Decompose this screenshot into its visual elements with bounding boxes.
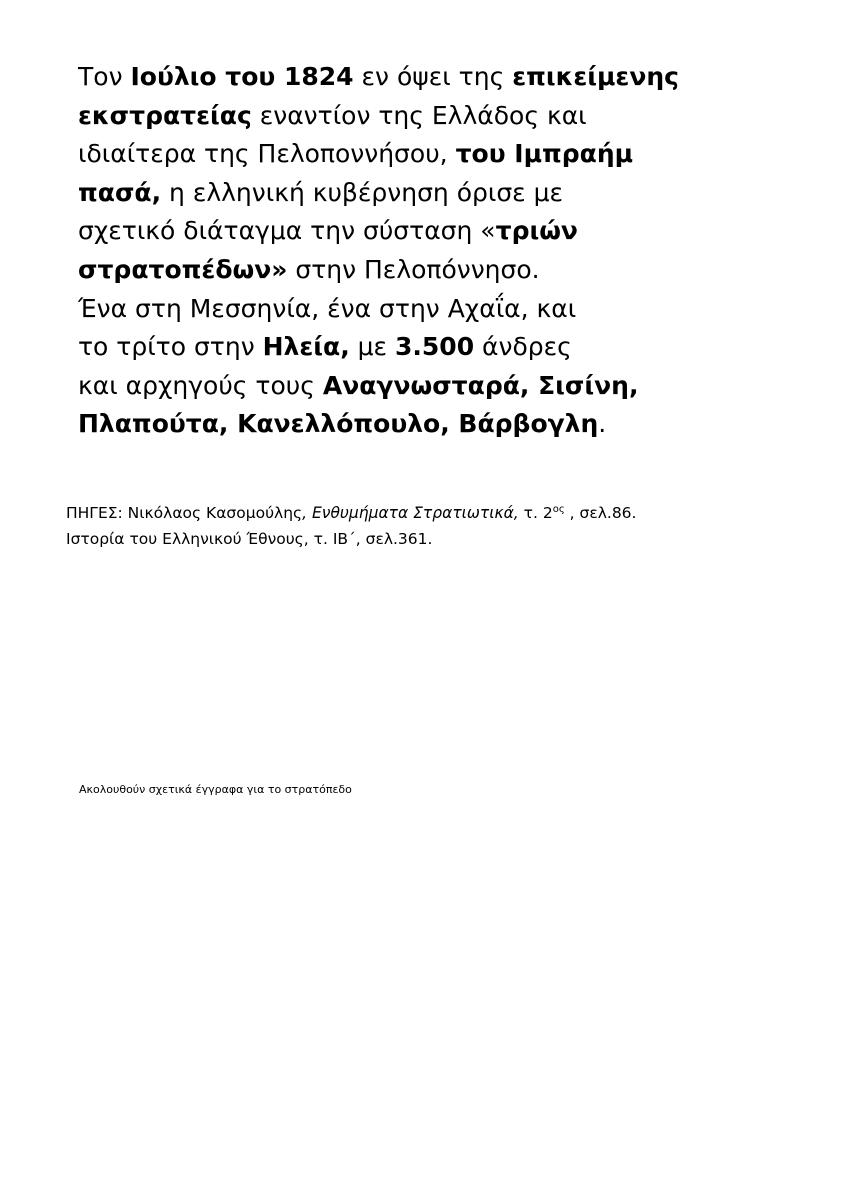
bold-text: Πλαπούτα, Κανελλόπουλο, Βάρβογλη: [78, 409, 599, 439]
text-run: σχετικό διάταγμα την σύσταση «: [78, 216, 496, 246]
text-line: [78, 174, 778, 213]
bold-text: στρατοπέδων»: [78, 254, 288, 284]
source-line-1: [66, 500, 636, 526]
text-run: εναντίον της Ελλάδος και: [251, 100, 587, 130]
source-author: ΠΗΓΕΣ: Νικόλαος Κασομούλης: [66, 504, 303, 522]
bold-text: Αναγνωσταρά, Σισίνη,: [322, 370, 639, 400]
text-line: [78, 328, 778, 367]
text-run: εν όψει της: [353, 62, 513, 91]
footer-note: Ακολουθούν σχετικά έγγραφα για το στρατόπεδο: [79, 783, 352, 796]
text-run: Τον: [78, 62, 131, 91]
source-comma: ,: [302, 504, 312, 522]
bold-text: 3.500: [395, 332, 475, 362]
text-line: [78, 251, 778, 290]
bold-text: πασά,: [78, 177, 162, 207]
text-line: [78, 58, 778, 97]
source-volume-superscript: ος: [552, 504, 565, 515]
main-paragraph: [78, 58, 778, 444]
text-run: .: [598, 409, 607, 439]
text-line: [78, 405, 778, 444]
text-line: [78, 135, 778, 174]
bold-text: τριών: [495, 216, 578, 246]
text-line: [78, 367, 778, 406]
text-run: άνδρες: [474, 332, 572, 362]
text-run: ιδιαίτερα της Πελοποννήσου,: [78, 139, 456, 169]
text-line: [78, 290, 778, 329]
bold-text: Ιούλιο του 1824: [130, 62, 354, 91]
source-line-2: Ιστορία του Ελληνικού Έθνους, τ. ΙΒ΄, σελ.361.: [66, 530, 433, 548]
sources-block: [66, 500, 636, 552]
source-book-title: Ενθυμήματα Στρατιωτικά,: [312, 504, 519, 522]
bold-text: Ηλεία,: [262, 332, 350, 362]
text-run: Ένα στη Μεσσηνία, ένα στην Αχαΐα, και: [78, 293, 577, 323]
text-run: στην Πελοπόννησο.: [287, 254, 540, 284]
bold-text: εκστρατείας: [78, 100, 252, 130]
source-page: , σελ.86.: [564, 504, 637, 522]
source-volume: τ. 2: [518, 504, 553, 522]
text-run: η ελληνική κυβέρνηση όρισε με: [161, 177, 564, 207]
text-run: το τρίτο στην: [78, 332, 263, 362]
bold-text: επικείμενης: [512, 62, 679, 91]
text-run: και αρχηγούς τους: [78, 370, 323, 400]
text-line: [78, 212, 778, 251]
text-run: με: [349, 332, 396, 362]
text-line: [78, 97, 778, 136]
bold-text: του Ιμπραήμ: [455, 139, 634, 169]
